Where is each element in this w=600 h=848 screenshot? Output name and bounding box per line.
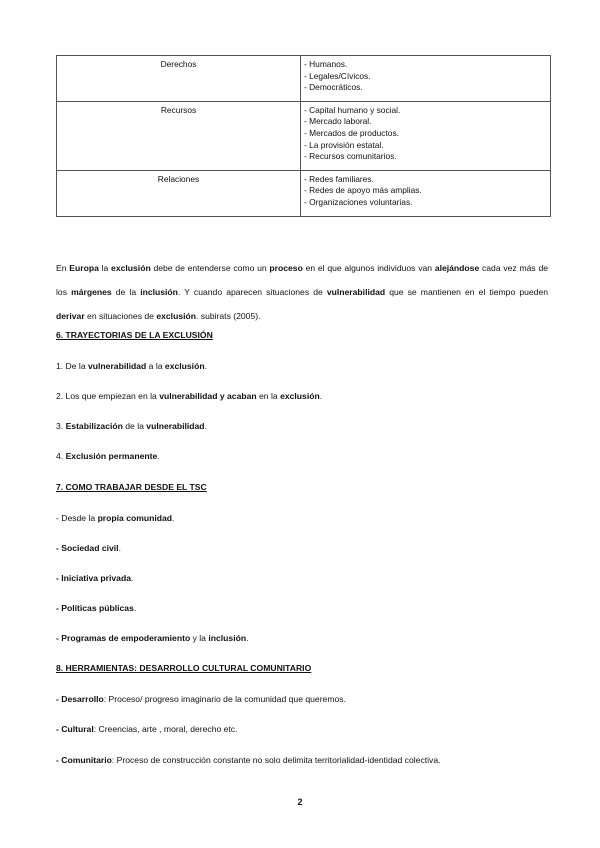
row-label: Relaciones (57, 170, 301, 216)
list-item: - Capital humano y social. (304, 104, 401, 115)
table-row (57, 101, 551, 170)
row-items (301, 56, 551, 102)
list-item: - Sociedad civil. (56, 543, 121, 553)
list-item: 1. De la vulnerabilidad a la exclusión. (56, 361, 207, 371)
row-label: Recursos (57, 101, 301, 170)
list-item: 4. Exclusión permanente. (56, 451, 160, 461)
list-item: - Cultural: Creencias, arte , moral, derecho etc. (56, 724, 238, 734)
list-item: - Programas de empoderamiento y la inclusión. (56, 633, 249, 643)
row-label: Derechos (57, 56, 301, 102)
list-item: - La provisión estatal. (304, 139, 384, 150)
list-item: - Organizaciones voluntarias. (304, 196, 413, 207)
list-item: - Mercados de productos. (304, 127, 399, 138)
row-items (301, 101, 551, 170)
europe-paragraph: En Europa la exclusión debe de entenderse como un proceso en el que algunos individuos van alejándose cada vez más de los márgenes de la inclusión. Y cuando aparecen situaciones de vulnerabilidad que se mantienen en el tiempo pueden derivar en situaciones de exclusión. subirats (2005). (56, 263, 549, 321)
list-item: - Comunitario: Proceso de construcción constante no solo delimita territorialidad-identidad colectiva. (56, 755, 441, 765)
table-row (57, 170, 551, 216)
list-item: - Iniciativa privada. (56, 573, 134, 583)
section-heading: 6. TRAYECTORIAS DE LA EXCLUSIÓN (56, 330, 213, 340)
section-heading: 8. HERRAMIENTAS: DESARROLLO CULTURAL COMUNITARIO (56, 663, 312, 673)
table-row (57, 56, 551, 102)
dimensions-table (56, 55, 551, 217)
list-item: - Recursos comunitarios. (304, 151, 397, 162)
list-item: - Redes familiares. (304, 173, 374, 184)
list-item: - Democráticos. (304, 82, 363, 93)
list-item: 3. Estabilización de la vulnerabilidad. (56, 421, 207, 431)
page-number: 2 (297, 797, 303, 807)
list-item: - Redes de apoyo más amplias. (304, 185, 422, 196)
list-item: - Humanos. (304, 59, 348, 69)
list-item: - Desde la propia comunidad. (56, 513, 175, 523)
list-item: 2. Los que empiezan en la vulnerabilidad y acaban en la exclusión. (56, 391, 323, 401)
list-item: - Políticas públicas. (56, 603, 137, 613)
list-item: - Mercado laboral. (304, 116, 372, 127)
section-heading: 7. COMO TRABAJAR DESDE EL TSC (56, 482, 207, 492)
row-items (301, 170, 551, 216)
list-item: - Legales/Cívicos. (304, 70, 371, 81)
list-item: - Desarrollo: Proceso/ progreso imaginario de la comunidad que queremos. (56, 694, 346, 704)
